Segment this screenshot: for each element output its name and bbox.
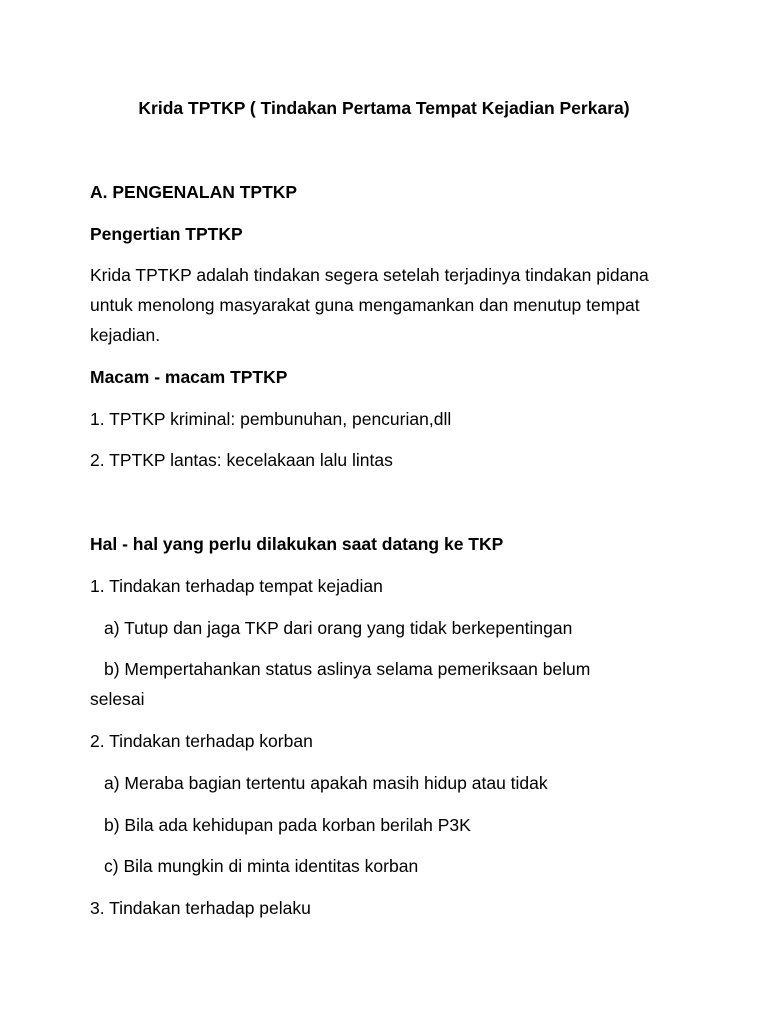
list-item: 1. TPTKP kriminal: pembunuhan, pencurian,dll (90, 409, 452, 429)
list-item: 3. Tindakan terhadap pelaku (90, 898, 311, 918)
list-subitem: b) Mempertahankan status aslinya selama pemeriksaan belum (104, 659, 591, 679)
list-subitem: b) Bila ada kehidupan pada korban berilah P3K (104, 815, 471, 835)
section-heading-pengenalan: A. PENGENALAN TPTKP (90, 182, 298, 202)
list-subitem: a) Tutup dan jaga TKP dari orang yang tidak berkepentingan (104, 618, 573, 638)
paragraph-line: kejadian. (90, 325, 161, 345)
list-item: 2. Tindakan terhadap korban (90, 731, 313, 751)
document-title: Krida TPTKP ( Tindakan Pertama Tempat Kejadian Perkara) (138, 98, 630, 118)
list-subitem: c) Bila mungkin di minta identitas korban (104, 856, 419, 876)
paragraph-line: Krida TPTKP adalah tindakan segera setelah terjadinya tindakan pidana (90, 265, 649, 285)
subheading-macam: Macam - macam TPTKP (90, 367, 288, 387)
list-item: 2. TPTKP lantas: kecelakaan lalu lintas (90, 450, 393, 470)
list-item: 1. Tindakan terhadap tempat kejadian (90, 576, 383, 596)
subheading-pengertian: Pengertian TPTKP (90, 224, 243, 244)
list-subitem: a) Meraba bagian tertentu apakah masih hidup atau tidak (104, 773, 548, 793)
paragraph-line: untuk menolong masyarakat guna mengamankan dan menutup tempat (90, 295, 640, 315)
subheading-hal: Hal - hal yang perlu dilakukan saat datang ke TKP (90, 534, 504, 554)
list-subitem-continuation: selesai (90, 689, 145, 709)
